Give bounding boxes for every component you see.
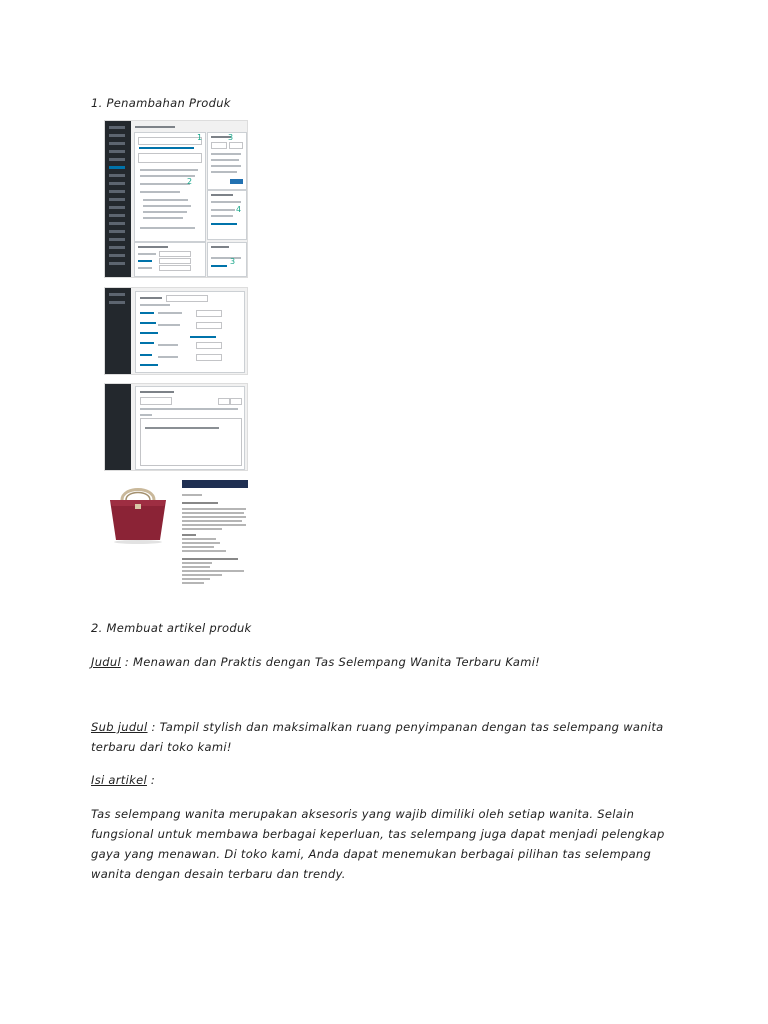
subjudul-text: : Tampil stylish dan maksimalkan ruang penyimpanan dengan tas selempang wanita terbaru dari toko kami! (91, 720, 664, 754)
section-heading-2: 2. Membuat artikel produk (91, 621, 252, 635)
judul-line (91, 655, 540, 669)
image-panel: 3 (207, 242, 247, 277)
category-panel: 4 (207, 190, 247, 240)
wp-admin-sidebar (105, 121, 131, 277)
add-to-cart-bar[interactable] (182, 480, 248, 488)
screenshot-product-editor (104, 120, 248, 278)
isi-text: : (146, 773, 156, 787)
section-heading-1: 1. Penambahan Produk (91, 96, 231, 110)
subjudul-line (91, 717, 681, 757)
short-description-panel (135, 386, 245, 470)
screenshot-short-description (104, 383, 248, 471)
wp-admin-sidebar-2 (105, 288, 131, 374)
article-paragraph: Tas selempang wanita merupakan aksesoris yang wajib dimiliki oleh setiap wanita. Selain fungsional untuk membawa berbagai keperluan, tas selempang juga dapat menjadi pelengkap gaya yang menawan. Di toko kami, Anda dapat menemukan berbagai pilihan tas selempang wanita dengan desain terbaru dan trendy. (91, 807, 665, 881)
publish-panel: 3 (207, 132, 247, 190)
judul-text: : Menawan dan Praktis dengan Tas Selempang Wanita Terbaru Kami! (120, 655, 541, 669)
judul-label: Judul (91, 655, 121, 669)
editor-main-panel: 1 2 (134, 132, 206, 242)
product-preview (104, 478, 250, 588)
product-data-mini (134, 242, 206, 277)
screenshot-product-data (104, 287, 248, 375)
isi-label: Isi artikel (91, 773, 147, 787)
wp-admin-sidebar-3 (105, 384, 131, 470)
subjudul-label: Sub judul (91, 720, 148, 734)
handbag-image (104, 482, 172, 548)
product-data-panel (135, 291, 245, 373)
isi-line (91, 773, 155, 787)
